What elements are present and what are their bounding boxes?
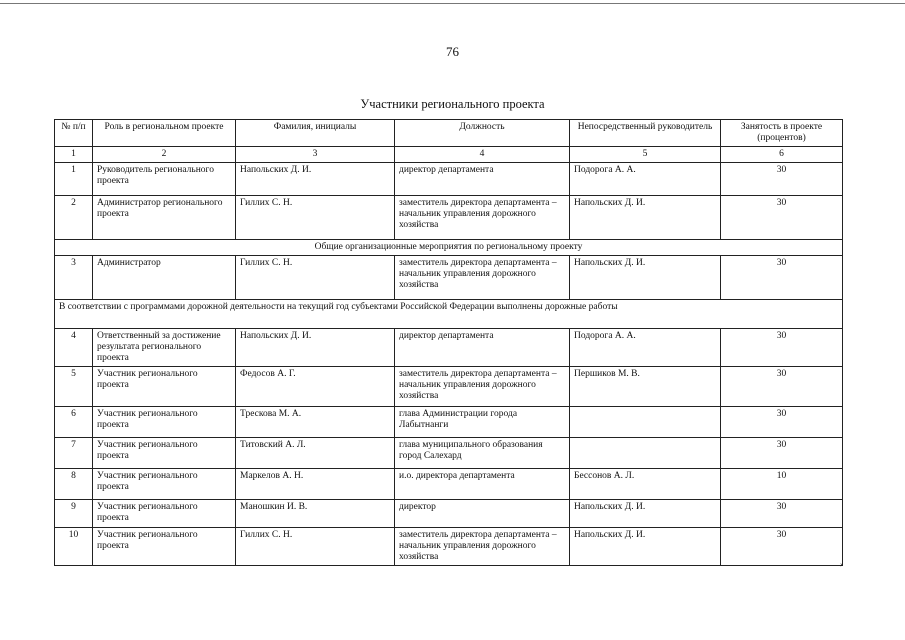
cell-manager [570,438,721,469]
cell-position: заместитель директора департамента – начальник управления дорожного хозяйства [395,528,570,566]
cell-share: 30 [721,329,843,367]
table-row [55,163,843,196]
cell-number: 9 [55,500,93,528]
cell-name: Федосов А. Г. [236,367,395,407]
cell-manager: Напольских Д. И. [570,196,721,240]
section-row [55,240,843,256]
cell-number: 4 [55,329,93,367]
cell-position: и.о. директора департамента [395,469,570,500]
cell-position: директор [395,500,570,528]
cell-manager: Напольских Д. И. [570,500,721,528]
table-row [55,256,843,300]
cell-position: глава муниципального образования город Салехард [395,438,570,469]
table-row [55,528,843,566]
cell-name: Маношкин И. В. [236,500,395,528]
cell-role: Участник регионального проекта [93,469,236,500]
col-header-share: Занятость в проекте (процентов) [721,120,843,147]
table-row [55,196,843,240]
cell-number: 2 [55,196,93,240]
section-title: Общие организационные мероприятия по региональному проекту [55,240,843,256]
cell-number: 7 [55,438,93,469]
cell-number: 3 [55,256,93,300]
cell-name: Маркелов А. Н. [236,469,395,500]
document-title: Участники регионального проекта [360,97,545,111]
cell-name: Напольских Д. И. [236,163,395,196]
cell-manager: Напольских Д. И. [570,528,721,566]
column-index: 1 [55,147,93,163]
col-header-number: № п/п [55,120,93,147]
col-header-manager: Непосредственный руководитель [570,120,721,147]
cell-manager: Напольских Д. И. [570,256,721,300]
top-rule [0,3,905,4]
column-index: 2 [93,147,236,163]
cell-manager: Подорога А. А. [570,163,721,196]
column-index-row [55,147,843,163]
cell-name: Гиллих С. Н. [236,528,395,566]
cell-manager: Бессонов А. Л. [570,469,721,500]
table-row [55,469,843,500]
cell-name: Титовский А. Л. [236,438,395,469]
cell-role: Руководитель регионального проекта [93,163,236,196]
column-index: 4 [395,147,570,163]
cell-number: 1 [55,163,93,196]
header-row [55,120,843,147]
column-index: 6 [721,147,843,163]
cell-number: 8 [55,469,93,500]
section-row [55,300,843,329]
cell-share: 30 [721,407,843,438]
cell-manager [570,407,721,438]
table-body [55,163,843,566]
participants-table [54,119,843,566]
cell-role: Участник регионального проекта [93,528,236,566]
cell-position: директор департамента [395,329,570,367]
cell-position: заместитель директора департамента – начальник управления дорожного хозяйства [395,256,570,300]
col-header-position: Должность [395,120,570,147]
cell-role: Участник регионального проекта [93,438,236,469]
section-title: В соответствии с программами дорожной деятельности на текущий год субъектами Российской Федерации выполнены дорожные работы [55,300,843,329]
cell-position: заместитель директора департамента – начальник управления дорожного хозяйства [395,196,570,240]
table-row [55,329,843,367]
cell-role: Ответственный за достижение результата регионального проекта [93,329,236,367]
col-header-name: Фамилия, инициалы [236,120,395,147]
table-row [55,407,843,438]
cell-share: 30 [721,528,843,566]
cell-number: 10 [55,528,93,566]
cell-share: 30 [721,367,843,407]
cell-share: 30 [721,196,843,240]
table-row [55,367,843,407]
cell-role: Участник регионального проекта [93,500,236,528]
table-row [55,500,843,528]
column-index: 5 [570,147,721,163]
cell-position: директор департамента [395,163,570,196]
cell-name: Гиллих С. Н. [236,196,395,240]
cell-share: 10 [721,469,843,500]
cell-number: 6 [55,407,93,438]
cell-share: 30 [721,438,843,469]
cell-name: Напольских Д. И. [236,329,395,367]
cell-role: Администратор [93,256,236,300]
cell-number: 5 [55,367,93,407]
cell-name: Гиллих С. Н. [236,256,395,300]
cell-share: 30 [721,500,843,528]
cell-role: Участник регионального проекта [93,407,236,438]
cell-manager: Подорога А. А. [570,329,721,367]
cell-role: Администратор регионального проекта [93,196,236,240]
cell-share: 30 [721,163,843,196]
cell-role: Участник регионального проекта [93,367,236,407]
cell-position: заместитель директора департамента – начальник управления дорожного хозяйства [395,367,570,407]
cell-position: глава Администрации города Лабытнанги [395,407,570,438]
column-index: 3 [236,147,395,163]
scan-mark: › [840,560,843,569]
cell-name: Трескова М. А. [236,407,395,438]
cell-share: 30 [721,256,843,300]
page-number: 76 [446,44,459,59]
cell-manager: Першиков М. В. [570,367,721,407]
col-header-role: Роль в региональном проекте [93,120,236,147]
table-row [55,438,843,469]
